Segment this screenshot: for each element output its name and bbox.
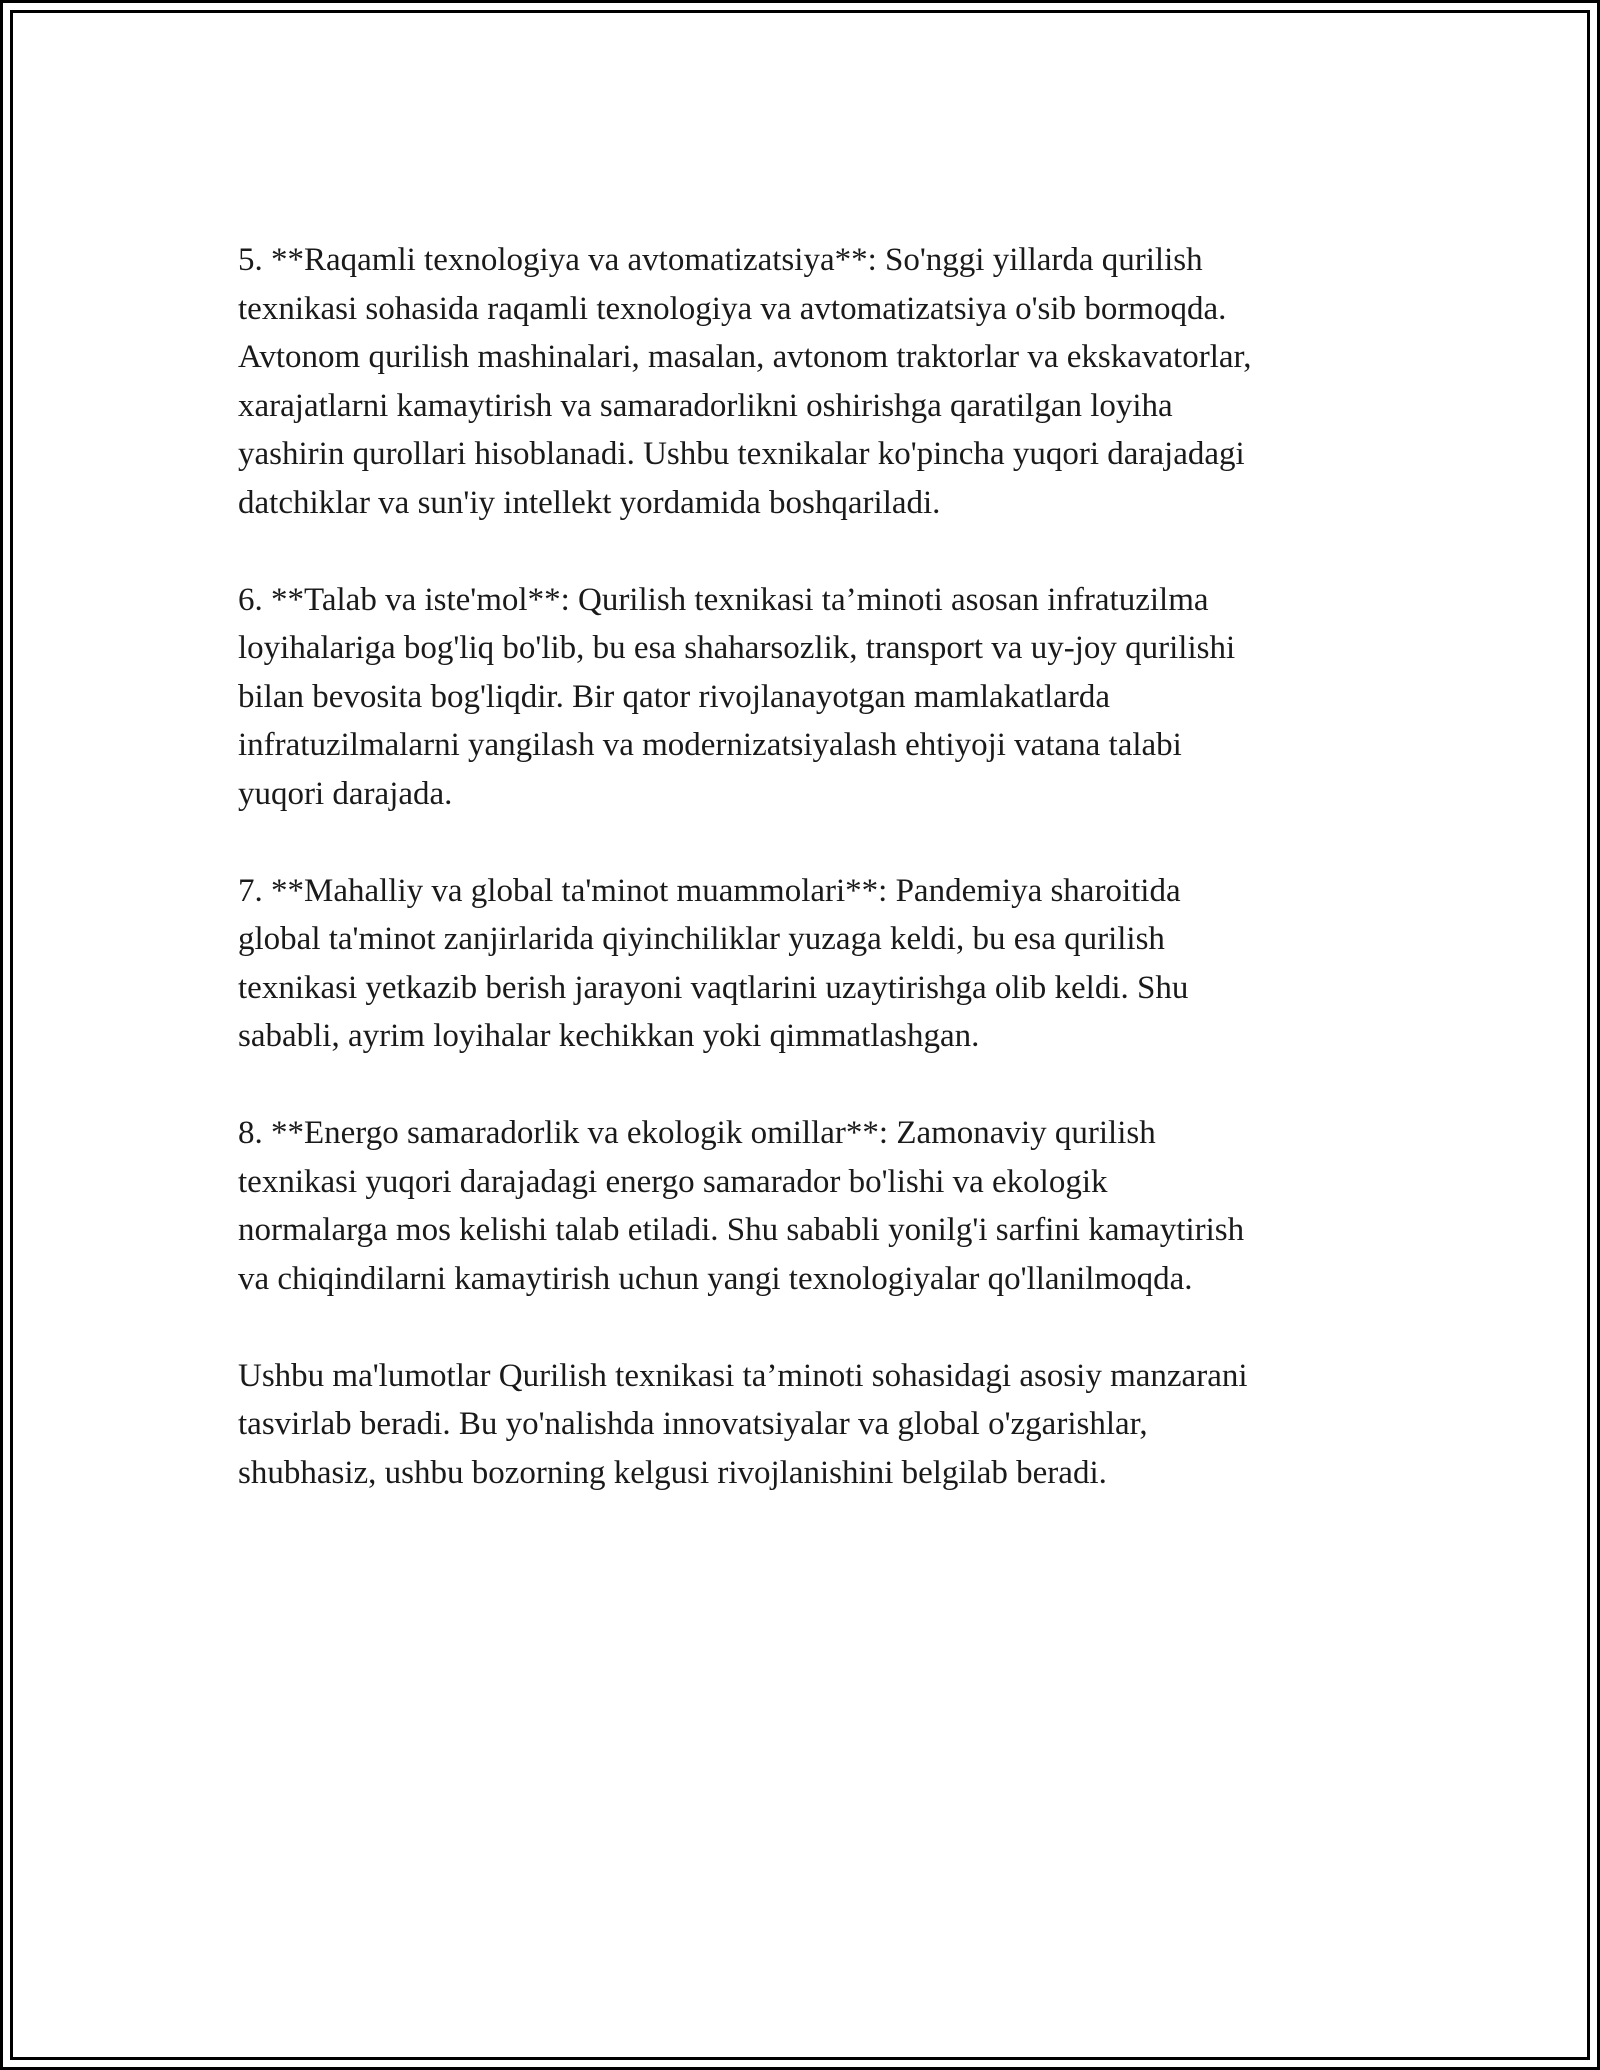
text-line: datchiklar va sun'iy intellekt yordamida boshqariladi. (238, 484, 941, 521)
text-line: loyihalariga bog'liq bo'lib, bu esa shaharsozlik, transport va uy-joy qurilishi (238, 630, 1236, 666)
text-line: normalarga mos kelishi talab etiladi. Shu sababli yonilg'i sarfini kamaytirish (238, 1212, 1245, 1248)
text-line: tasvirlab beradi. Bu yo'nalishda innovatsiyalar va global o'zgarishlar, (238, 1406, 1148, 1442)
text-line: sababli, ayrim loyihalar kechikkan yoki qimmatlashgan. (238, 1018, 980, 1054)
text-line: global ta'minot zanjirlarida qiyinchiliklar yuzaga keldi, bu esa qurilish (238, 921, 1165, 957)
text-line: va chiqindilarni kamaytirish uchun yangi texnologiyalar qo'llanilmoqda. (238, 1260, 1193, 1297)
text-line: yuqori darajada. (238, 775, 453, 812)
text-line: 8. **Energo samaradorlik va ekologik omillar**: Zamonaviy qurilish (238, 1115, 1156, 1151)
text-line: texnikasi yetkazib berish jarayoni vaqtlarini uzaytirishga olib keldi. Shu (238, 969, 1189, 1006)
text-line: 5. **Raqamli texnologiya va avtomatizatsiya**: So'nggi yillarda qurilish (238, 242, 1203, 278)
text-line: shubhasiz, ushbu bozorning kelgusi rivojlanishini belgilab beradi. (238, 1454, 1107, 1491)
paragraph-energy-ecology (238, 1109, 1378, 1303)
text-line: 7. **Mahalliy va global ta'minot muammolari**: Pandemiya sharoitida (238, 872, 1181, 909)
document-body (238, 236, 1378, 1546)
text-line: infratuzilmalarni yangilash va modernizatsiyalash ehtiyoji vatana talabi (238, 727, 1182, 763)
text-line: bilan bevosita bog'liqdir. Bir qator rivojlanayotgan mamlakatlarda (238, 678, 1110, 715)
paragraph-digital-technology (238, 236, 1378, 527)
text-line: xarajatlarni kamaytirish va samaradorlikni oshirishga qaratilgan loyiha (238, 387, 1173, 424)
text-line: Ushbu ma'lumotlar Qurilish texnikasi ta’minoti sohasidagi asosiy manzarani (238, 1357, 1248, 1394)
paragraph-conclusion (238, 1352, 1378, 1498)
text-line: Avtonom qurilish mashinalari, masalan, avtonom traktorlar va ekskavatorlar, (238, 339, 1252, 375)
text-line: texnikasi yuqori darajadagi energo samarador bo'lishi va ekologik (238, 1163, 1108, 1200)
paragraph-demand-consumption (238, 576, 1378, 819)
text-line: texnikasi sohasida raqamli texnologiya va avtomatizatsiya o'sib bormoqda. (238, 290, 1227, 327)
text-line: yashirin qurollari hisoblanadi. Ushbu texnikalar ko'pincha yuqori darajadagi (238, 436, 1245, 472)
text-line: 6. **Talab va iste'mol**: Qurilish texnikasi ta’minoti asosan infratuzilma (238, 581, 1209, 618)
paragraph-supply-problems (238, 867, 1378, 1061)
